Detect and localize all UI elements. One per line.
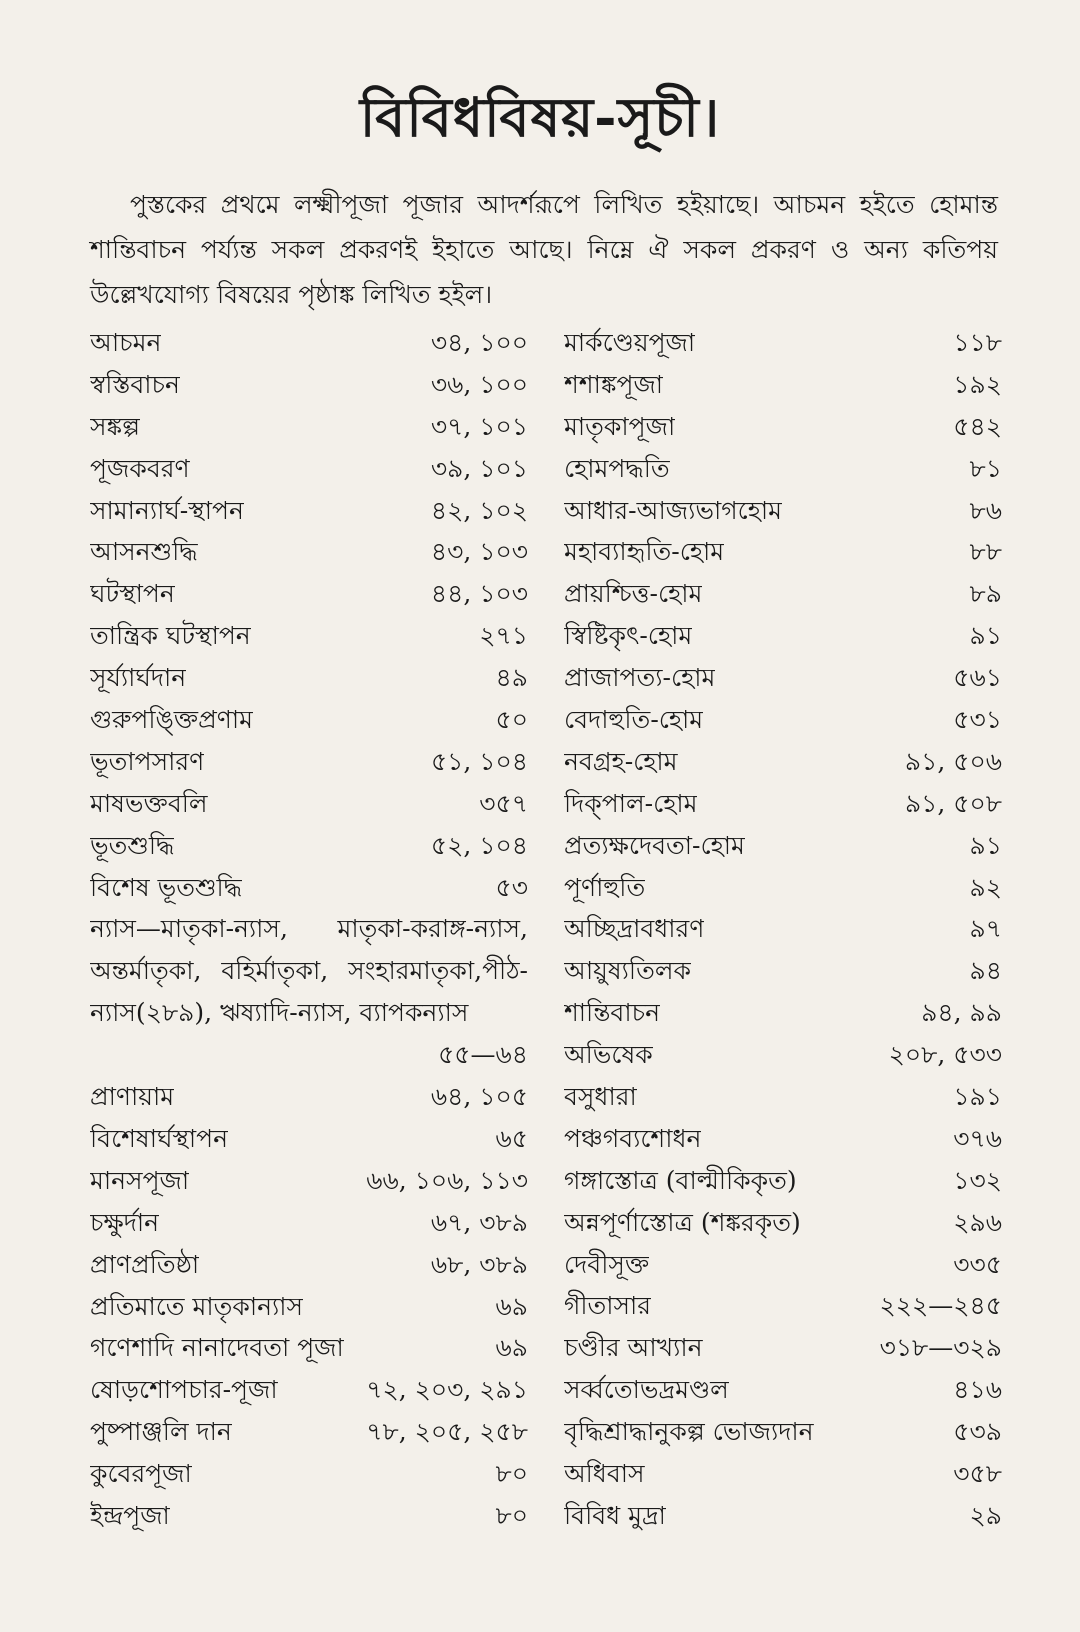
index-entry-name: আচমন [90,328,162,357]
index-entry [564,825,1002,867]
index-entry-pages: ৩১৮—৩২৯ [879,1333,1002,1363]
index-entry-name: শান্তিবাচন [564,998,661,1028]
index-entry-name: বিশেষ ভূতশুদ্ধি [90,872,243,902]
index-entry-name: তান্ত্রিক ঘটস্থাপন [90,621,251,651]
index-entry-name: পুষ্পাঞ্জলি দান [90,1417,232,1447]
index-entry-name: ভূতাপসারণ [90,746,205,776]
index-entry-name: মানসপূজা [90,1165,190,1195]
index-entry-name: বৃদ্ধিশ্রাদ্ধানুকল্প ভোজ্যদান [564,1417,814,1447]
index-entry-name: প্রায়শ্চিত্ত-হোম [564,579,703,609]
index-entry-name: অচ্ছিদ্রাবধারণ [564,914,705,944]
index-entry [564,657,1002,699]
index-entry [90,1453,528,1495]
index-entry [564,699,1002,741]
index-entry-name: দিক্পাল-হোম [564,788,698,818]
index-entry [564,1118,1002,1160]
index-entry-pages: ৬৪, ১০৫ [430,1082,528,1112]
index-entry-pages: ২২২—২৪৫ [879,1291,1002,1321]
index-entry-name: সঙ্কল্প [90,411,141,441]
index-entry [90,741,528,783]
index-entry-name: স্বস্তিবাচন [90,369,180,399]
index-entry [564,573,1002,615]
index-entry-name: সূর্য্যার্ঘদান [90,663,187,693]
index-entry-name: প্রাজাপত্য-হোম [564,663,716,693]
index-entry [564,448,1002,490]
index-entry-name: মার্কণ্ডেয়পূজা [564,328,696,357]
index-entry-name: মহাব্যাহৃতি-হোম [564,537,725,567]
index-entry [90,867,528,909]
index-entry [564,322,1002,364]
index-entry-pages: ৫৬১ [953,663,1002,693]
index-entry [90,699,528,741]
index-entry-name: আধার-আজ্যভাগহোম [564,495,782,525]
index-entry-name: বিবিধ মুদ্রা [564,1500,666,1530]
index-entry-pages: ৯৭ [969,914,1002,944]
index-entry-name: আসনশুদ্ধি [90,537,198,567]
index-entry-name: শশাঙ্কপূজা [564,369,664,399]
index-entry-pages: ৫৫—৬৪ [438,1040,528,1070]
index-entry [90,573,528,615]
index-entry-pages: ৫১, ১০৪ [430,746,528,776]
index-entry-pages: ৯৪ [969,956,1002,986]
index-entry [90,1244,528,1286]
index-entry [564,1160,1002,1202]
index-entry-pages: ৮১ [969,453,1002,483]
index-entry-pages: ১৯২ [953,369,1002,399]
index-entry [90,1076,528,1118]
index-entry-pages: ২৯৬ [953,1207,1002,1237]
index-entry [564,783,1002,825]
index-entry-name: সামান্যার্ঘ-স্থাপন [90,495,244,525]
index-entry-name: আয়ুষ্যতিলক [564,956,691,986]
index-entry-pages: ৮০ [495,1500,528,1530]
index-entry-pages: ১৯১ [953,1082,1002,1112]
index-entry-name: প্রাণায়াম [90,1082,175,1112]
index-entry-name: বসুধারা [564,1082,637,1112]
index-entry [564,1202,1002,1244]
index-entry [564,992,1002,1034]
index-entry [564,1034,1002,1076]
index-entry [564,908,1002,950]
index-entry-pages: ৭২, ২০৩, ২৯১ [366,1375,528,1405]
index-entry-name: ভূতশুদ্ধি [90,830,175,860]
index-entry [90,825,528,867]
index-entry-pages: ৩৫৭ [479,788,528,818]
index-entry [90,364,528,406]
index-entry [564,1285,1002,1327]
index-entry-name: বিশেষার্ঘস্থাপন [90,1123,229,1153]
index-entry-name: প্রাণপ্রতিষ্ঠা [90,1249,200,1279]
index-entry-pages: ৮৮ [969,537,1002,567]
index-entry-pages: ৫৪২ [953,411,1002,441]
page-title: বিবিধবিষয়-সূচী। [359,85,721,149]
index-entry-name: পঞ্চগব্যশোধন [564,1123,702,1153]
index-entry-name: ঘটস্থাপন [90,579,175,609]
index-entry-nyasa [90,908,528,1076]
index-entry-pages: ৬৬, ১০৬, ১১৩ [366,1165,528,1195]
index-entry [90,783,528,825]
index-entry-name: মাতৃকাপূজা [564,411,676,441]
index-entry-name: গণেশাদি নানাদেবতা পূজা [90,1333,344,1363]
index-entry-pages: ৫৩৯ [953,1417,1002,1447]
index-entry-pages: ৩৭৬ [953,1123,1002,1153]
index-entry-name: অধিবাস [564,1459,645,1489]
index-entry [564,531,1002,573]
index-entry [90,448,528,490]
index-entry-pages: ৯১ [969,830,1002,860]
index-entry-name: গঙ্গাস্তোত্র (বাল্মীকিকৃত) [564,1165,797,1195]
index-entry [564,1244,1002,1286]
index-entry-pages: ৮০ [495,1459,528,1489]
index-entry [564,1076,1002,1118]
index-entry-name: গীতাসার [564,1291,652,1321]
index-entry [564,1453,1002,1495]
index-entry-pages: ৫০ [495,705,528,735]
index-entry [90,1369,528,1411]
index-entry-pages: ৭৮, ২০৫, ২৫৮ [366,1417,528,1447]
index-entry-pages: ৪৪, ১০৩ [430,579,528,609]
index-entry-name: অভিষেক [564,1040,653,1070]
index-entry-pages: ৩৯, ১০১ [430,453,528,483]
index-entry-name: সর্ব্বতোভদ্রমণ্ডল [564,1375,729,1405]
index-entry-name: বেদাহুতি-হোম [564,705,704,735]
index-entry-pages: ৩৬, ১০০ [430,369,528,399]
index-entry-name: নবগ্রহ-হোম [564,746,678,776]
index-entry-pages: ৫৩ [495,872,528,902]
index-entry-name: ষোড়শোপচার-পূজা [90,1375,278,1405]
index-entry-pages: ৩৪, ১০০ [430,328,528,357]
index-entry [564,1495,1002,1537]
index-entry-pages: ২৭১ [479,621,528,651]
index-entry [564,867,1002,909]
index-entry-name: দেবীসূক্ত [564,1249,650,1279]
index-entry-pages: ৬৮, ৩৮৯ [430,1249,528,1279]
index-entry-name: ইন্দ্রপূজা [90,1500,170,1530]
index-entry-name: পূজকবরণ [90,453,190,483]
index-entry-name: চক্ষুর্দান [90,1207,160,1237]
index-entry [564,615,1002,657]
index-entry-pages: ২৯ [969,1500,1002,1530]
index-entry-pages: ৬৯ [495,1291,528,1321]
index-entry-pages: ৮৬ [969,495,1002,525]
index-entry-pages: ৬৭, ৩৮৯ [430,1207,528,1237]
index-entry-pages: ১৩২ [953,1165,1002,1195]
index-entry [564,1327,1002,1369]
index-entry [90,531,528,573]
index-entry [90,1411,528,1453]
index-entry [564,490,1002,532]
index-entry [564,741,1002,783]
index-entry-pages: ১১৮ [953,328,1002,357]
index-entry-pages: ৪৯ [495,663,528,693]
index-entry [90,1495,528,1537]
index-entry [90,615,528,657]
index-entry-name: অন্নপূর্ণাস্তোত্র (শঙ্করকৃত) [564,1207,801,1237]
index-entry-pages: ৮৯ [969,579,1002,609]
index-entry-pages: ৯১, ৫০৬ [904,746,1002,776]
index-left-column [90,322,528,1537]
index-entry-name: হোমপদ্ধতি [564,453,670,483]
index-entry-pages: ৬৯ [495,1333,528,1363]
index-entry-pages: ৩৩৫ [953,1249,1002,1279]
index-entry-pages: ৪৩, ১০৩ [430,537,528,567]
index-entry [90,1327,528,1369]
index-entry [90,322,528,364]
index-entry [564,406,1002,448]
index-entry [90,490,528,532]
index-entry-pages: ৯৪, ৯৯ [921,998,1002,1028]
index-entry-pages: ৫২, ১০৪ [430,830,528,860]
index-entry-name: কুবেরপূজা [90,1459,192,1489]
index-entry-name: পূর্ণাহুতি [564,872,646,902]
intro-paragraph: পুস্তকের প্রথমে লক্ষ্মীপূজা পূজার আদর্শরূপে লিখিত হইয়াছে। আচমন হইতে হোমান্ত শান্তিবাচন পর্য্যন্ত সকল প্রকরণই ইহাতে আছে। নিম্নে ঐ সকল প্রকরণ ও অন্য কতিপয় উল্লেখযোগ্য বিষয়ের পৃষ্ঠাঙ্ক লিখিত হইল। [90,190,998,309]
index-entry-pages: ৯১, ৫০৮ [904,788,1002,818]
index-entry [90,1286,528,1328]
index-entry-pages: ৫৩১ [953,705,1002,735]
index-entry [564,364,1002,406]
index-entry [564,950,1002,992]
index-entry-name: স্বিষ্টিকৃৎ-হোম [564,621,693,651]
index-entry-name: ন্যাস—মাতৃকা-ন্যাস, মাতৃকা-করাঙ্গ-ন্যাস, অন্তর্মাতৃকা, বহির্মাতৃকা, সংহারমাতৃকা,পীঠ-ন্যাস(২৮৯), ঋষ্যাদি-ন্যাস, ব্যাপকন্যাস [90,914,528,1028]
index-entry-pages: ৯২ [969,872,1002,902]
index-entry-name: প্রতিমাতে মাতৃকান্যাস [90,1291,304,1321]
index-entry [90,1118,528,1160]
index-entry-name: চণ্ডীর আখ্যান [564,1333,703,1363]
index-entry [90,1160,528,1202]
index-entry-pages: ৩৫৮ [953,1459,1002,1489]
index-entry [90,1202,528,1244]
index-entry-name: প্রত্যক্ষদেবতা-হোম [564,830,745,860]
index-entry-name: গুরুপঙ্ক্তিপ্রণাম [90,705,254,735]
index-entry-pages: ২০৮, ৫৩৩ [888,1040,1002,1070]
index-entry [564,1411,1002,1453]
index-entry-pages: ৪২, ১০২ [430,495,528,525]
index-entry-pages: ৩৭, ১০১ [430,411,528,441]
index-entry-pages: ৪১৬ [953,1375,1002,1405]
index-entry [564,1369,1002,1411]
index-columns [90,322,1002,1537]
index-entry [90,406,528,448]
index-entry [90,657,528,699]
index-entry-pages: ৬৫ [495,1123,528,1153]
index-entry-pages: ৯১ [969,621,1002,651]
index-right-column [564,322,1002,1537]
index-entry-name: মাষভক্তবলি [90,788,208,818]
